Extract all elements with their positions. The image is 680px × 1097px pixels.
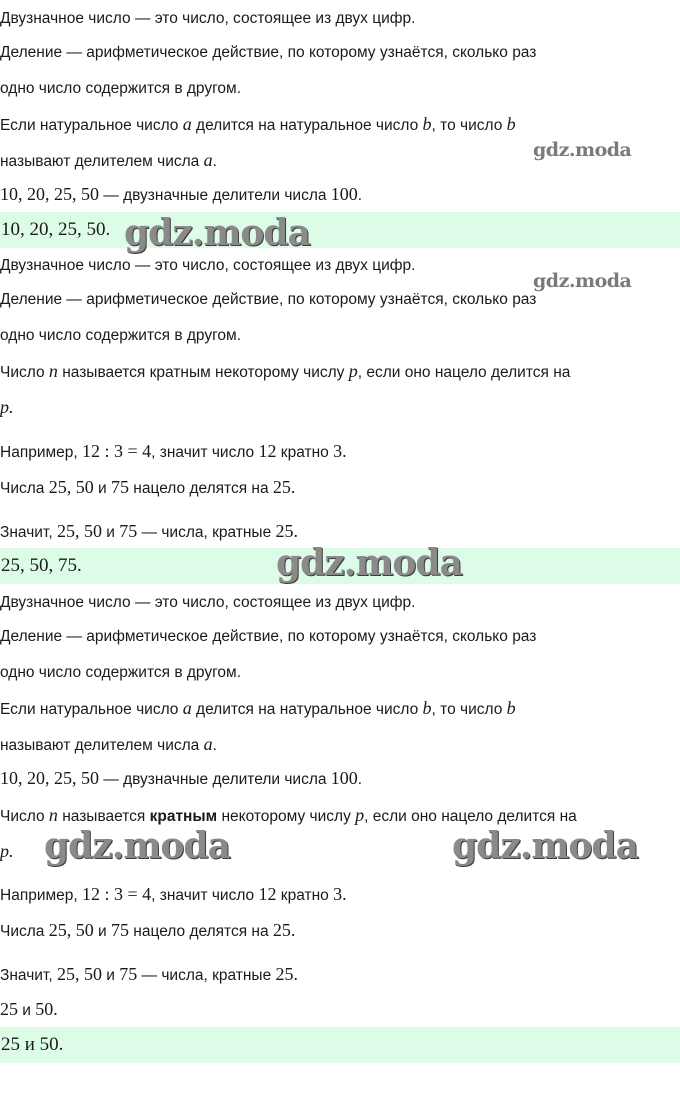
definition-divisor-line1: Если натуральное число a делится на натуральное число b, то число b xyxy=(0,698,516,718)
definition-divisor-line2: называют делителем числа a. xyxy=(0,150,217,170)
numbers-statement: Числа 25, 50 и 75 нацело делятся на 25. xyxy=(0,477,296,497)
definition-multiple-line2: p. xyxy=(0,841,14,861)
definition-divisor-line2: называют делителем числа a. xyxy=(0,734,217,754)
definition-divisor-line1: Если натуральное число a делится на натуральное число b, то число b xyxy=(0,114,516,134)
answer-box xyxy=(0,212,680,248)
watermark-logo-large: gdz.moda xyxy=(452,825,638,867)
final-statement: 25 и 50. xyxy=(0,999,58,1019)
numbers-statement: Числа 25, 50 и 75 нацело делятся на 25. xyxy=(0,920,296,940)
example-statement: Например, 12 : 3 = 4, значит число 12 кратно 3. xyxy=(0,884,347,904)
answer-text: 10, 20, 25, 50. xyxy=(1,219,111,240)
definition-multiple-line1: Число n называется кратным некоторому числу p, если оно нацело делится на xyxy=(0,361,571,381)
divisors-statement: 10, 20, 25, 50 — двузначные делители числа 100. xyxy=(0,768,363,788)
definition-two-digit: Двузначное число — это число, состоящее из двух цифр. xyxy=(0,257,416,274)
watermark-logo-large: gdz.moda xyxy=(124,212,310,254)
conclusion-statement: Значит, 25, 50 и 75 — числа, кратные 25. xyxy=(0,964,299,984)
answer-text: 25 и 50. xyxy=(1,1034,64,1055)
answer-text: 25, 50, 75. xyxy=(1,555,82,576)
definition-two-digit: Двузначное число — это число, состоящее из двух цифр. xyxy=(0,10,416,27)
answer-box xyxy=(0,1027,680,1063)
definition-division-line1: Деление — арифметическое действие, по которому узнаётся, сколько раз xyxy=(0,291,537,308)
definition-multiple-line1: Число n называется кратным некоторому числу p, если оно нацело делится на xyxy=(0,805,577,825)
definition-division-line2: одно число содержится в другом. xyxy=(0,664,242,681)
definition-division-line1: Деление — арифметическое действие, по которому узнаётся, сколько раз xyxy=(0,44,537,61)
divisors-statement: 10, 20, 25, 50 — двузначные делители числа 100. xyxy=(0,184,363,204)
definition-two-digit: Двузначное число — это число, состоящее из двух цифр. xyxy=(0,594,416,611)
watermark-logo: gdz.moda xyxy=(533,270,632,292)
conclusion-statement: Значит, 25, 50 и 75 — числа, кратные 25. xyxy=(0,521,299,541)
definition-multiple-line2: p. xyxy=(0,397,14,417)
definition-division-line1: Деление — арифметическое действие, по которому узнаётся, сколько раз xyxy=(0,628,537,645)
definition-division-line2: одно число содержится в другом. xyxy=(0,327,242,344)
watermark-logo: gdz.moda xyxy=(533,139,632,161)
example-statement: Например, 12 : 3 = 4, значит число 12 кратно 3. xyxy=(0,441,347,461)
definition-division-line2: одно число содержится в другом. xyxy=(0,80,242,97)
watermark-logo-large: gdz.moda xyxy=(44,825,230,867)
watermark-logo-large: gdz.moda xyxy=(276,542,462,584)
